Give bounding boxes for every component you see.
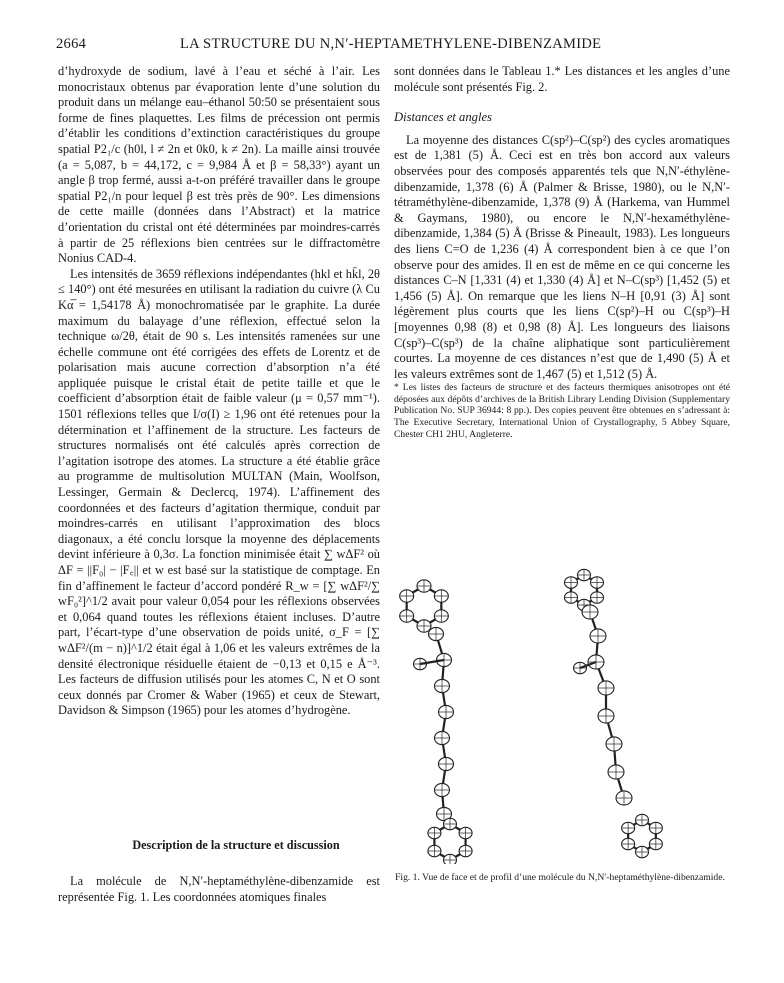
running-head <box>56 36 732 56</box>
ring-atom <box>649 838 662 849</box>
ring-atom <box>434 590 448 602</box>
molecule-face-view <box>400 580 472 864</box>
ring-atom <box>400 590 414 602</box>
page-number: 2664 <box>56 36 87 52</box>
right-intro-paragraph: sont données dans le Tableau 1.* Les distances et les angles d’une molécule sont présentés Fig. 2. <box>394 64 730 94</box>
ring-atom <box>417 620 431 632</box>
atom <box>598 681 614 695</box>
atom <box>598 709 614 723</box>
ring-atom <box>459 845 472 856</box>
ring-atom <box>590 577 603 588</box>
ring-atom <box>444 818 457 829</box>
ring-atom <box>649 822 662 833</box>
left-paragraph-2: Les intensités de 3659 réflexions indépendantes (hkl et hk̄l, 2θ ≤ 140°) ont été mesurées en utilisant la radiation du cuivre (λ Cu Kα̅ = 1,54178 Å) monochromatisée par le graphite. La durée maximum du balayage d’une réflexion, effectué selon la technique ω/2θ, était de 90 s. Les intensités ramenées sur une échelle commune ont été corrigées des effets de Lorentz et de polarisation mais aucune correction d’absorption n’a été appliquée puisque le cristal était de petite taille et que le coefficient d’absorption était de faible valeur (μ = 0,57 mm⁻¹). 1501 réflexions telles que I/σ(I) ≥ 1,96 ont été retenues pour la détermination et l’affinement de la structure. Les facteurs de structures normalisés ont été calculés après correction de l’agitation isotrope des atomes. La structure a été établie grâce au programme de multisolution MULTAN (Main, Woolfson, Lessinger, Germain & Declercq, 1974). L’affinement des coordonnées et des facteurs d’agitation thermique, conduit par moindres-carrés en utilisant l’approximation des blocs diagonaux, a été conclu lorsque la moyenne des déplacements devint inférieure à 0,3σ. La fonction minimisée était ∑ wΔF² où ΔF = ||F₀| − |F꜀|| et w est basé sur la statistique de comptage. En fin d’affinement le facteur d’accord pondéré R_w = [∑ wΔF²/∑ wF₀²]^1/2 avait pour valeur 0,054 pour les réflexions observées et 0,064 quand toutes les réflexions étaient incluses. D’autre part, l’écart-type d’une observation de poids unité, σ_F = [∑ wΔF²/(m − n)]^1/2 était égal à 1,06 et les valeurs extrêmes de la densité électronique résiduelle étaient de −0,13 et 0,15 e Å⁻³. Les facteurs de diffusion utilisés pour les atomes C, N et O sont ceux donnés par Cromer & Waber (1965) et ceux de Stewart, Davidson & Simpson (1965) pour les atomes d’hydrogène. <box>58 266 380 718</box>
ring-atom <box>636 814 649 825</box>
left-column <box>58 64 380 719</box>
ring-atom <box>417 580 431 592</box>
atom <box>608 765 624 779</box>
molecule-figure <box>384 568 734 864</box>
ring-atom <box>578 569 591 580</box>
atom <box>435 679 450 692</box>
figure-caption: Fig. 1. Vue de face et de profil d’une molécule du N,N′-heptaméthylène-dibenzamide. <box>395 872 725 883</box>
right-column <box>394 64 730 440</box>
subsection-title: Distances et angles <box>394 110 492 125</box>
section-heading: Description de la structure et discussion <box>132 838 340 852</box>
atom <box>616 791 632 805</box>
atom <box>606 737 622 751</box>
atom <box>435 731 450 744</box>
ring-atom <box>459 827 472 838</box>
footnote: * Les listes des facteurs de structure et des facteurs thermiques anisotropes ont été déposées aux dépôts d’archives de la British Library Lending Division (Supplementary Publication No. SUP 36944: 8 pp.). Des copies peuvent être obtenues en s’adressant à: The Executive Secretary, International Union of Crystallography, 5 Abbey Square, Chester CH1 2HU, Angleterre. <box>394 382 730 440</box>
ring-atom <box>428 827 441 838</box>
atom <box>435 783 450 796</box>
bottom-left-paragraph-block <box>58 874 380 905</box>
distances-paragraph: La moyenne des distances C(sp²)–C(sp²) des cycles aromatiques est de 1,381 (5) Å. Ceci est en très bon accord aux valeurs observées pour des composés apparentés tels que N,N′-éthylène-dibenzamide, 1,378 (6) Å (Palmer & Brisse, 1980), ou le N,N′-tétraméthylène-dibenzamide, 1,378 (9) Å (Harkema, van Hummel & Gaymans, 1980), ou encore le N,N′-hexaméthylène-dibenzamide, 1,384 (5) Å (Brisse & Pineault, 1983). Les longueurs des liens C=O de 1,236 (4) Å correspondent bien à ce que l’on observe pour des amides. Il en est de même en ce qui concerne les distances C–N [1,331 (4) et 1,330 (4) Å] et N–C(sp³) [1,452 (5) et 1,456 (5) Å]. On remarque que les liens N–H [0,91 (3) Å] sont légèrement plus courts que les liens C(sp²)–H ou C(sp³)–H [moyennes 0,98 (8) et 0,98 (8) Å]. Les longueurs des liaisons C(sp³)–C(sp³) de la chaîne aliphatique sont particulièrement courtes. La moyenne de ces distances n’est que de 1,490 (5) Å et les valeurs extrêmes sont de 1,467 (5) et 1,512 (5) Å. <box>394 132 730 381</box>
ring-atom <box>428 845 441 856</box>
ring-atom <box>400 610 414 622</box>
ring-atom <box>565 577 578 588</box>
ring-atom <box>590 592 603 603</box>
running-title: LA STRUCTURE DU N,N′-HEPTAMETHYLENE-DIBENZAMIDE <box>180 36 602 52</box>
ring-atom <box>444 854 457 864</box>
ring-atom <box>622 822 635 833</box>
ring-atom <box>565 592 578 603</box>
ring-atom <box>434 610 448 622</box>
ring-atom <box>636 846 649 857</box>
molecule-profile-view <box>565 569 663 857</box>
atom <box>590 629 606 643</box>
bottom-left-paragraph: La molécule de N,N′-heptaméthylène-dibenzamide est représentée Fig. 1. Les coordonnées atomiques finales <box>58 874 380 904</box>
left-paragraph-1: d’hydroxyde de sodium, lavé à l’eau et séché à l’air. Les monocristaux obtenus par évaporation lente d’une solution du produit dans un mélange eau–éthanol 50:50 se présentaient sous forme de fines plaquettes. Les films de précession ont permis d’établir les conditions d’extinction caractéristiques du groupe spatial P2₁/c (h0l, l ≠ 2n et 0k0, k ≠ 2n). La maille ainsi trouvée (a = 5,087, b = 44,172, c = 9,984 Å et β = 58,33°) ayant un angle β trop fermé, aussi a-t-on préféré travailler dans le groupe spatial P2₁/n pour lequel β est très près de 90°. Les dimensions de cette maille (données dans l’Abstract) et la matrice d’orientation du cristal ont été déterminées par moindres-carrés à partir de 25 réflexions bien centrées sur le diffractomètre Nonius CAD-4. <box>58 64 380 266</box>
atom <box>439 757 454 770</box>
ring-atom <box>622 838 635 849</box>
atom <box>439 705 454 718</box>
atom <box>582 605 598 619</box>
atom <box>429 627 444 640</box>
